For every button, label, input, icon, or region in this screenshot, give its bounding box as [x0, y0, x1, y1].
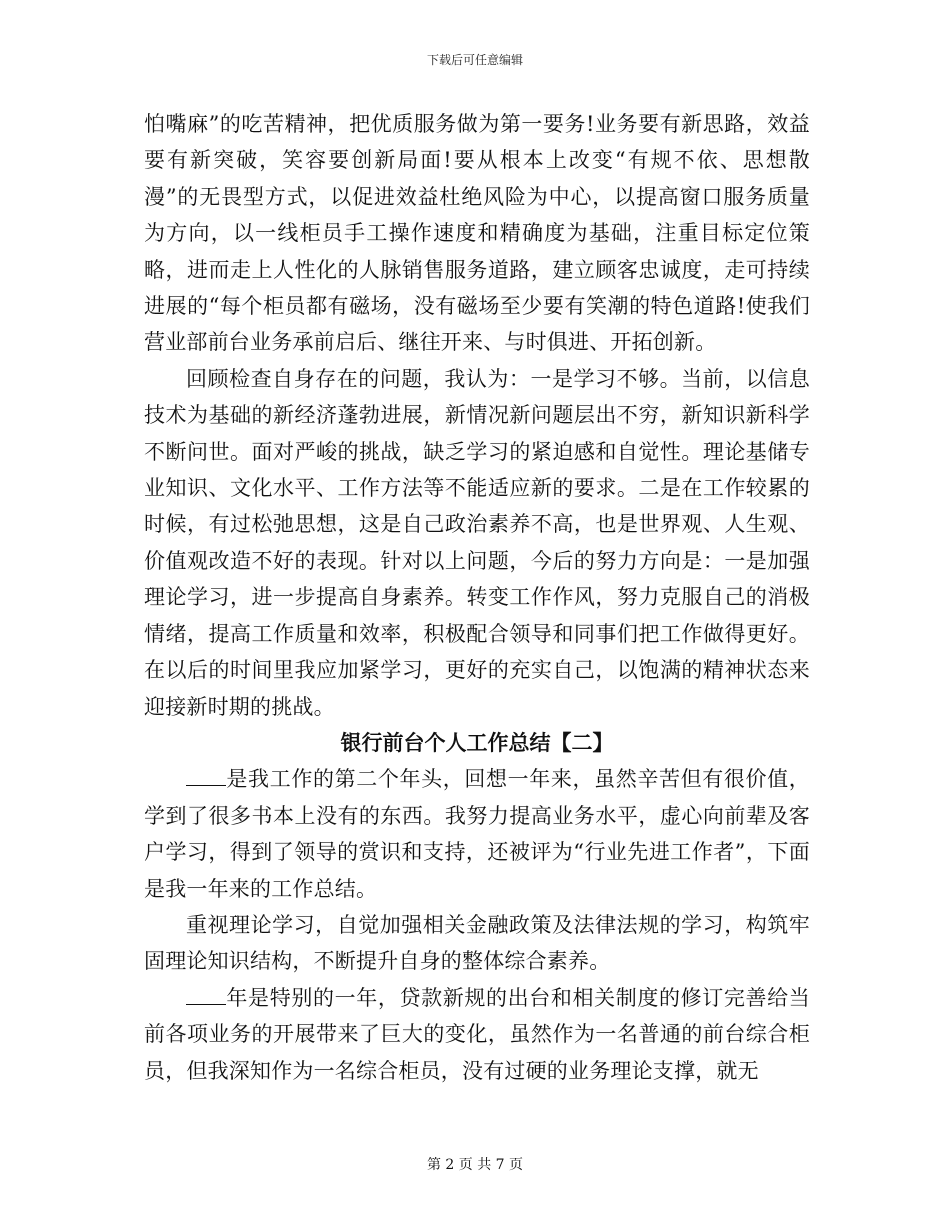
paragraph-3	[144, 761, 810, 907]
paragraph-5	[144, 980, 810, 1089]
paragraph-3-text: 是我工作的第二个年头，回想一年来，虽然辛苦但有很价值，学到了很多书本上没有的东西。我努力提高业务水平，虚心向前辈及客户学习，得到了领导的赏识和支持，还被评为“行业先进工作者”，下面是我一年来的工作总结。	[144, 767, 810, 901]
document-body	[144, 106, 810, 1089]
section-title: 银行前台个人工作总结【二】	[340, 729, 614, 755]
blank-underline	[186, 765, 226, 786]
paragraph-1: 怕嘴麻”的吃苦精神，把优质服务做为第一要务!业务要有新思路，效益要有新突破，笑容要创新局面!要从根本上改变“有规不依、思想散漫”的无畏型方式，以促进效益杜绝风险为中心，以提高窗口服务质量为方向，以一线柜员手工操作速度和精确度为基础，注重目标定位策略，进而走上人性化的人脉销售服务道路，建立顾客忠诚度，走可持续进展的“每个柜员都有磁场，没有磁场至少要有笑潮的特色道路!使我们营业部前台业务承前启后、继往开来、与时俱进、开拓创新。	[144, 112, 810, 355]
page-header-note: 下载后可任意编辑	[426, 53, 523, 67]
blank-underline	[186, 984, 226, 1005]
paragraph-5-text: 年是特别的一年，贷款新规的出台和相关制度的修订完善给当前各项业务的开展带来了巨大的变化，虽然作为一名普通的前台综合柜员，但我深知作为一名综合柜员，没有过硬的业务理论支撑，就无	[144, 985, 810, 1083]
page-number: 第 2 页 共 7 页	[426, 1157, 524, 1173]
paragraph-4: 重视理论学习，自觉加强相关金融政策及法律法规的学习，构筑牢固理论知识结构，不断提升自身的整体综合素养。	[144, 912, 810, 974]
paragraph-2: 回顾检查自身存在的问题，我认为：一是学习不够。当前，以信息技术为基础的新经济蓬勃进展，新情况新问题层出不穷，新知识新科学不断问世。面对严峻的挑战，缺乏学习的紧迫感和自觉性。理论基储专业知识、文化水平、工作方法等不能适应新的要求。二是在工作较累的时候，有过松弛思想，这是自己政治素养不高，也是世界观、人生观、价值观改造不好的表现。针对以上问题，今后的努力方向是：一是加强理论学习，进一步提高自身素养。转变工作作风，努力克服自己的消极情绪，提高工作质量和效率，积极配合领导和同事们把工作做得更好。在以后的时间里我应加紧学习，更好的充实自己，以饱满的精神状态来迎接新时期的挑战。	[144, 366, 810, 719]
